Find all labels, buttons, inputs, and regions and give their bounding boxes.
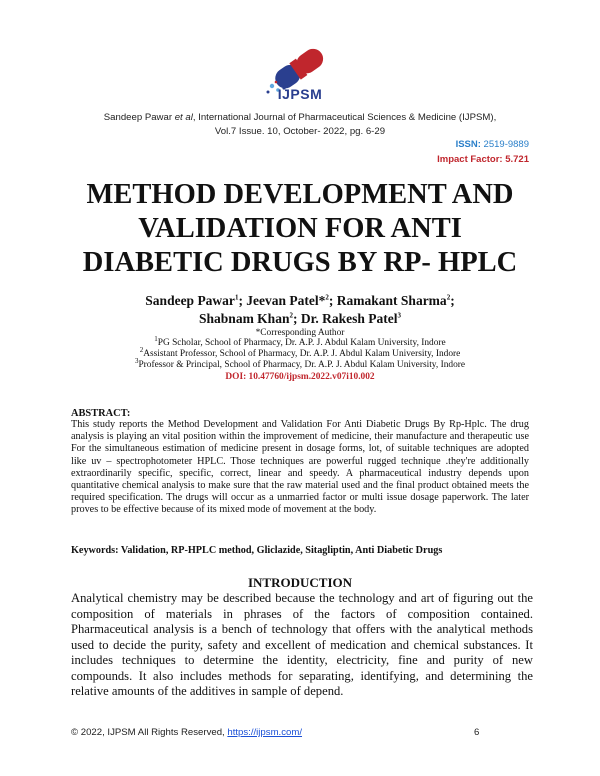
- affiliation: $^2$Assistant Professor, School of Pharmacy, Dr. A.P. J. Abdul Kalam University, Indore: [139, 345, 461, 359]
- abstract-heading: ABSTRACT:: [71, 408, 131, 419]
- introduction-heading: INTRODUCTION: [247, 575, 352, 590]
- issn: ISSN: 2519-9889: [455, 139, 529, 150]
- doi[interactable]: DOI: 10.47760/ijpsm.2022.v07i10.002: [225, 372, 375, 382]
- corresponding-author: *Corresponding Author: [255, 328, 345, 338]
- abstract-body: This study reports the Method Development and Validation For Anti Diabetic Drugs By Rp-Hplc. The drug analysis is playing an vital position within the improvement of medicine, their manufacture and therapeutic use For the simultaneous estimation of medicine present in dosage forms, lot, of suitable techniques are adopted like uv – spectrophotometer HPLC. Those techniques are powerful rugged technique .they're additionally extraordinarily specific, specific, correct, linear and speedy. A pharmaceutical industry depends upon quantitative chemical analysis to make sure that the raw material used and the final product obtained meets the required specification. The drugs will occur as a unmarried factor or multi issue dosage paperwork. The later proves to be effective because of its mixed mode of movement at the body.: [71, 419, 529, 516]
- impact-factor: Impact Factor: 5.721: [437, 154, 529, 165]
- introduction-body: Analytical chemistry may be described because the technology and art of figuring out the composition of materials in phrases of the factors of composition contained. Pharmaceutical analysis is a bench of technology that offers with the analytical methods used to decide the purity, safety and excellent of medication and chemical substances. It includes techniques to determine the identity, electricity, fine and purity of new compounds. It also includes methods for separating, identifying, and determining the relative amounts of the additives in sample of depend.: [71, 591, 533, 698]
- affiliation: $^1$PG Scholar, School of Pharmacy, Dr. A.P. J. Abdul Kalam University, Indore: [154, 334, 446, 348]
- footer-copyright: © 2022, IJPSM All Rights Reserved, https://ijpsm.com/: [71, 727, 303, 738]
- page-number: 6: [474, 727, 480, 738]
- affiliation: $^3$Professor & Principal, School of Pharmacy, Dr. A.P. J. Abdul Kalam University, Indore: [134, 356, 466, 370]
- authors: Sandeep Pawar$^1$; Jeevan Patel*$^2$; Ramakant Sharma$^2$; Shabnam Khan$^2$; Dr. Rakesh Patel$^3$: [145, 293, 455, 326]
- logo-text: IJPSM: [277, 86, 323, 102]
- paper-title: METHOD DEVELOPMENT AND VALIDATION FOR ANTI DIABETIC DRUGS BY RP- HPLC: [82, 179, 518, 278]
- keywords: Keywords: Validation, RP-HPLC method, Gliclazide, Sitagliptin, Anti Diabetic Drugs: [71, 545, 443, 556]
- journal-link[interactable]: https://ijpsm.com/: [227, 727, 303, 738]
- citation: Sandeep Pawar et al, International Journal of Pharmaceutical Sciences & Medicine (IJPSM), Vol.7 Issue. 10, October- 2022, pg. 6-29: [103, 112, 497, 137]
